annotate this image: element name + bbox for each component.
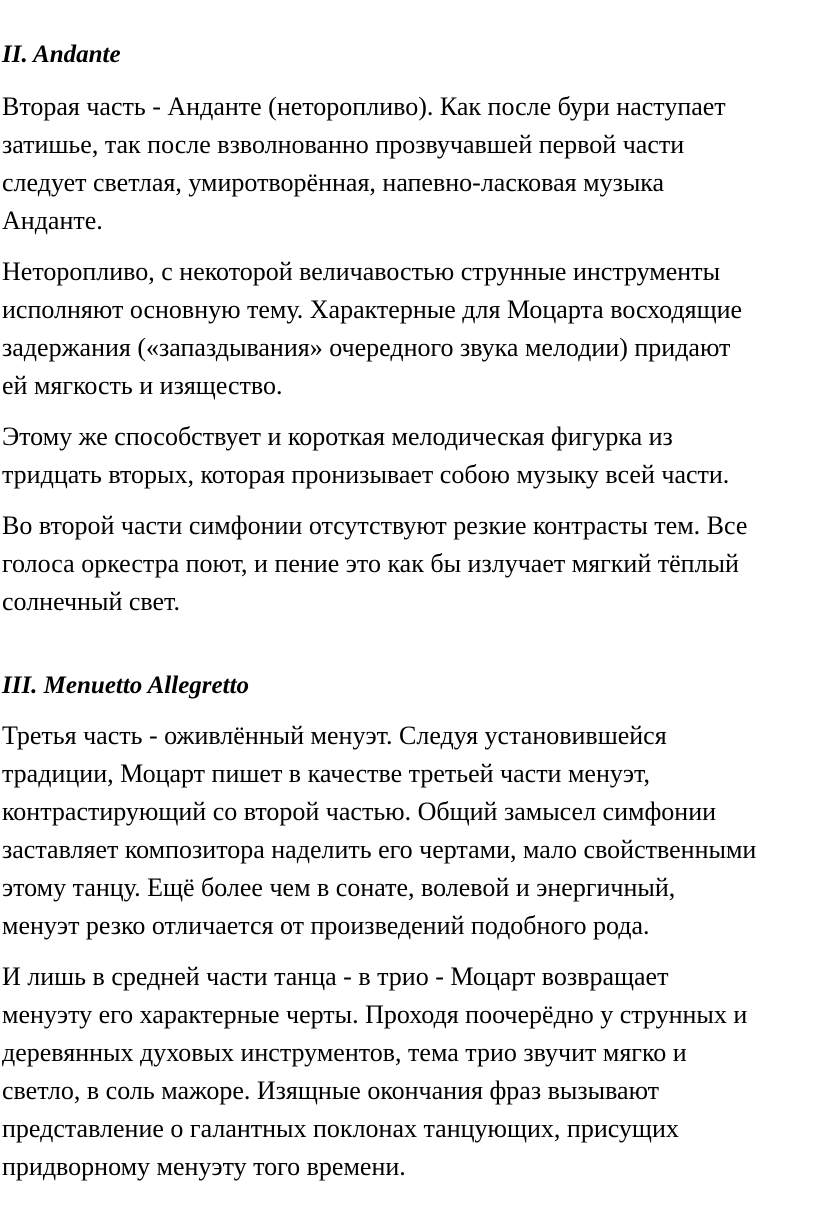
text-line: Этому же способствует и короткая мелодическая фигурка из [2,422,673,451]
text-line: исполняют основную тему. Характерные для Моцарта восходящие [2,295,743,324]
paragraph [0,507,814,621]
text-line: менуэту его характерные черты. Проходя поочерёдно у струнных и [2,1000,748,1029]
text-line: Во второй части симфонии отсутствуют резкие контрасты тем. Все [2,511,748,540]
text-line: следует светлая, умиротворённая, напевно-ласковая музыка [2,168,665,197]
text-line: этому танцу. Ещё более чем в сонате, волевой и энергичный, [2,873,676,902]
text-line: деревянных духовых инструментов, тема трио звучит мягко и [2,1038,687,1067]
paragraph [0,253,814,405]
text-line: И лишь в средней части танца - в трио - Моцарт возвращает [2,962,669,991]
text-line: Неторопливо, с некоторой величавостью струнные инструменты [2,257,721,286]
text-line: солнечный свет. [2,587,180,616]
text-line: представление о галантных поклонах танцующих, присущих [2,1114,679,1143]
text-line: контрастирующий со второй частью. Общий замысел симфонии [2,797,717,826]
text-line: Вторая часть - Анданте (неторопливо). Как после бури наступает [2,92,726,121]
text-line: ей мягкость и изящество. [2,371,283,400]
section-title-andante: II. Andante [2,41,121,68]
text-line: придворному менуэту того времени. [2,1152,406,1181]
section-title-menuetto: III. Menuetto Allegretto [2,672,250,699]
text-line: Третья часть - оживлённый менуэт. Следуя установившейся [2,721,667,750]
text-line: светло, в соль мажоре. Изящные окончания фраз вызывают [2,1076,660,1105]
paragraph [0,88,814,240]
text-line: задержания («запаздывания» очередного звука мелодии) придают [2,333,731,362]
paragraph [0,717,814,945]
text-line: традиции, Моцарт пишет в качестве третьей части менуэт, [2,759,650,788]
text-line: Анданте. [2,206,103,235]
text-line: затишье, так после взволнованно прозвучавшей первой части [2,130,685,159]
paragraph [0,418,814,494]
text-line: заставляет композитора наделить его чертами, мало свойственными [2,835,757,864]
text-line: голоса оркестра поют, и пение это как бы излучает мягкий тёплый [2,549,739,578]
text-line: тридцать вторых, которая пронизывает собою музыку всей части. [2,460,730,489]
text-line: менуэт резко отличается от произведений подобного рода. [2,911,650,940]
paragraph [0,958,814,1186]
